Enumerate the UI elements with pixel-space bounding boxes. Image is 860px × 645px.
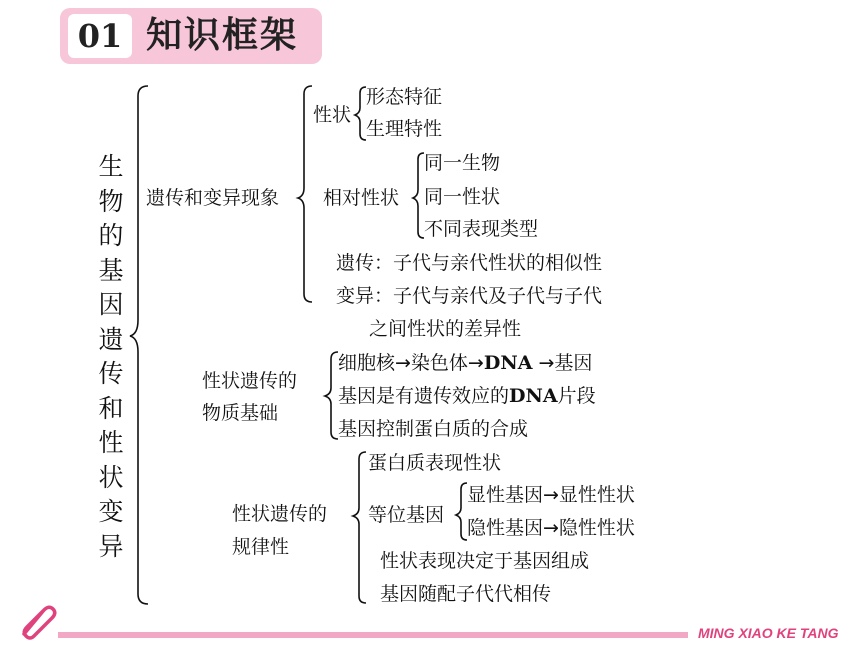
main-brace (130, 86, 148, 604)
section2-label-cont: 物质基础 (202, 402, 279, 424)
allele-brace (456, 483, 467, 540)
allele-item: 隐性基因→隐性性状 (467, 517, 635, 539)
rule-item: 蛋白质表现性状 (368, 452, 502, 474)
section1-brace (298, 86, 312, 302)
main-title-char: 生 (98, 152, 124, 181)
main-title-char: 和 (98, 393, 124, 423)
main-title-char: 物 (98, 186, 124, 216)
main-title-char: 遗 (98, 324, 124, 354)
material-basis-item: 基因控制蛋白质的合成 (338, 418, 529, 440)
footer-divider (58, 632, 688, 638)
relative-item: 同一性状 (424, 186, 501, 208)
section3-label-cont: 规律性 (232, 536, 290, 558)
allele-item: 显性基因→显性性状 (467, 484, 635, 506)
footer-brand: MING XIAO KE TANG (698, 625, 839, 641)
page-title: 知识框架 (146, 14, 299, 56)
main-title-char: 变 (98, 497, 124, 526)
main-title-char: 性 (98, 428, 124, 457)
section3-brace (353, 452, 366, 603)
main-title-char: 状 (98, 462, 124, 492)
relative-traits-label: 相对性状 (323, 187, 400, 209)
material-basis-item: 基因是有遗传效应的DNA片段 (338, 385, 596, 407)
section1-label: 遗传和变异现象 (146, 187, 280, 209)
traits-label: 性状 (313, 104, 352, 126)
relative-item: 不同表现类型 (424, 218, 539, 240)
traits-brace (355, 87, 366, 140)
section2-brace (325, 352, 338, 439)
section3-label: 性状遗传的 (232, 503, 328, 525)
trait-item: 生理特性 (366, 118, 443, 140)
section-number: 01 (68, 14, 132, 58)
main-title-char: 因 (98, 290, 124, 319)
material-basis-item: 细胞核→染色体→DNA →基因 (338, 352, 593, 374)
trait-item: 形态特征 (366, 86, 443, 108)
variation-definition-cont: 之间性状的差异性 (369, 318, 522, 340)
allele-label: 等位基因 (368, 504, 445, 526)
main-title-char: 传 (98, 359, 124, 388)
main-title-char: 异 (98, 531, 124, 561)
main-title-char: 的 (98, 221, 124, 250)
section2-label: 性状遗传的 (202, 370, 298, 392)
paperclip-icon (18, 604, 58, 640)
relative-brace (413, 153, 424, 238)
relative-item: 同一生物 (424, 152, 501, 174)
main-title-char: 基 (98, 255, 124, 285)
heredity-definition: 遗传：子代与亲代性状的相似性 (336, 252, 603, 274)
rule-item: 基因随配子代代相传 (380, 583, 552, 605)
rule-item: 性状表现决定于基因组成 (380, 550, 590, 572)
variation-definition: 变异：子代与亲代及子代与子代 (336, 285, 603, 307)
